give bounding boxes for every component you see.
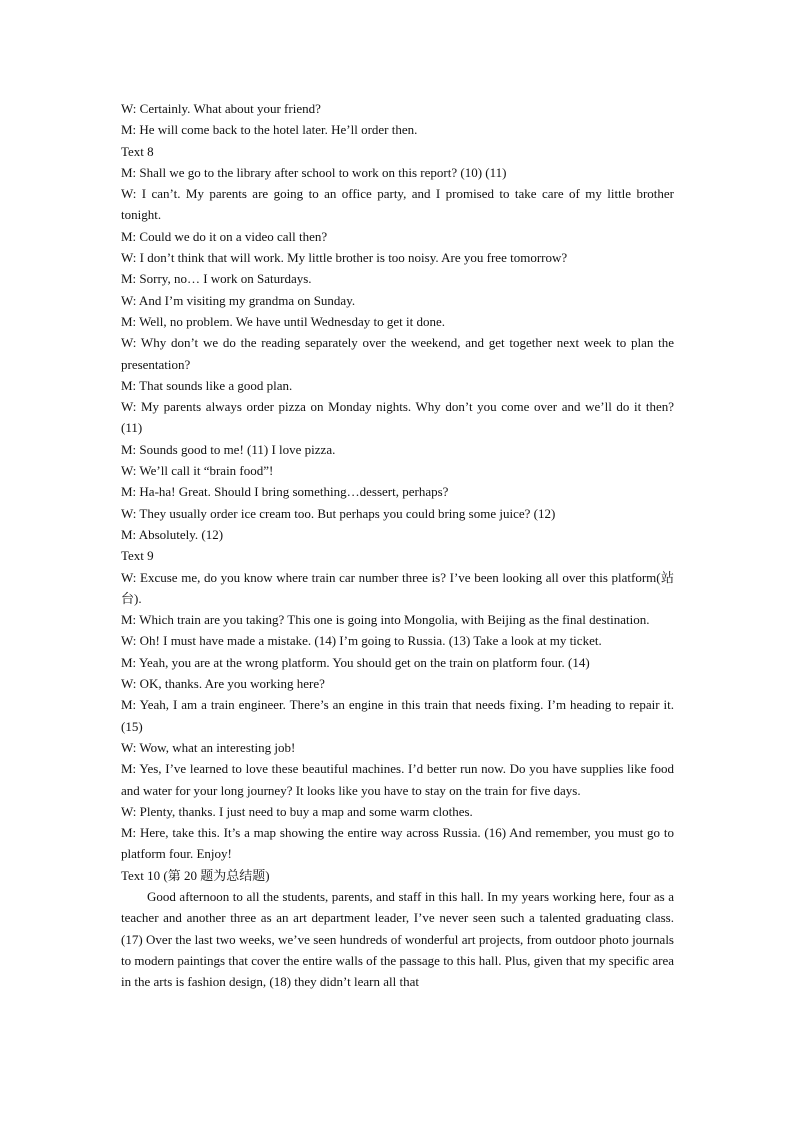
section-heading: Text 8 (121, 143, 154, 159)
dialogue-line: W: Oh! I must have made a mistake. (14) I’m going to Russia. (13) Take a look at my ticket. (121, 633, 602, 649)
speech-paragraph: Good afternoon to all the students, parents, and staff in this hall. In my years working here, four as a teacher and another three as an art department leader, I’ve never seen such a talented graduating class. (17) Over the last two weeks, we’ve seen hundreds of wonderful art projects, from outdoor photo journals to modern paintings that cover the entire walls of the passage to this hall. Plus, given that my specific area in the arts is fashion design, (18) they didn’t learn all that (121, 888, 674, 990)
dialogue-line: W: Wow, what an interesting job! (121, 739, 296, 755)
dialogue-line: M: Which train are you taking? This one is going into Mongolia, with Beijing as the final destination. (121, 612, 650, 628)
dialogue-line: W: I don’t think that will work. My little brother is too noisy. Are you free tomorrow? (121, 250, 568, 266)
dialogue-line: W: Certainly. What about your friend? (121, 101, 321, 116)
dialogue-line: M: Well, no problem. We have until Wednesday to get it done. (121, 313, 445, 329)
dialogue-line: M: Yeah, I am a train engineer. There’s an engine in this train that needs fixing. I’m heading to repair it. (15) (121, 697, 674, 734)
dialogue-line: M: That sounds like a good plan. (121, 377, 293, 393)
dialogue-line: W: My parents always order pizza on Monday nights. Why don’t you come over and we’ll do it then? (11) (121, 399, 674, 436)
dialogue-line: M: He will come back to the hotel later. He’ll order then. (121, 122, 418, 138)
dialogue-line: W: Plenty, thanks. I just need to buy a map and some warm clothes. (121, 803, 473, 819)
dialogue-line: M: Sorry, no… I work on Saturdays. (121, 271, 312, 287)
dialogue-line: M: Sounds good to me! (11) I love pizza. (121, 441, 336, 457)
dialogue-line: W: And I’m visiting my grandma on Sunday. (121, 292, 356, 308)
dialogue-line: W: Why don’t we do the reading separately over the weekend, and get together next week to plan the presentation? (121, 335, 674, 372)
dialogue-line: M: Absolutely. (12) (121, 526, 224, 542)
dialogue-line: W: They usually order ice cream too. But perhaps you could bring some juice? (12) (121, 505, 556, 521)
dialogue-line: M: Here, take this. It’s a map showing the entire way across Russia. (16) And remember, you must go to platform four. Enjoy! (121, 825, 674, 862)
dialogue-line: M: Could we do it on a video call then? (121, 228, 328, 244)
dialogue-line: M: Ha-ha! Great. Should I bring something…dessert, perhaps? (121, 484, 449, 500)
section-heading: Text 10 (第 20 题为总结题) (121, 867, 270, 883)
dialogue-line: M: Shall we go to the library after school to work on this report? (10) (11) (121, 164, 507, 180)
dialogue-line: W: Excuse me, do you know where train car number three is? I’ve been looking all over this platform(站台). (121, 569, 674, 606)
dialogue-line: W: OK, thanks. Are you working here? (121, 676, 325, 692)
dialogue-line: W: We’ll call it “brain food”! (121, 463, 274, 479)
document-page (121, 98, 674, 992)
dialogue-line: M: Yes, I’ve learned to love these beautiful machines. I’d better run now. Do you have supplies like food and water for your long journey? It looks like you have to stay on the train for five days. (121, 761, 674, 798)
dialogue-line: M: Yeah, you are at the wrong platform. You should get on the train on platform four. (14) (121, 654, 590, 670)
section-heading: Text 9 (121, 548, 154, 564)
dialogue-line: W: I can’t. My parents are going to an office party, and I promised to take care of my little brother tonight. (121, 186, 674, 223)
